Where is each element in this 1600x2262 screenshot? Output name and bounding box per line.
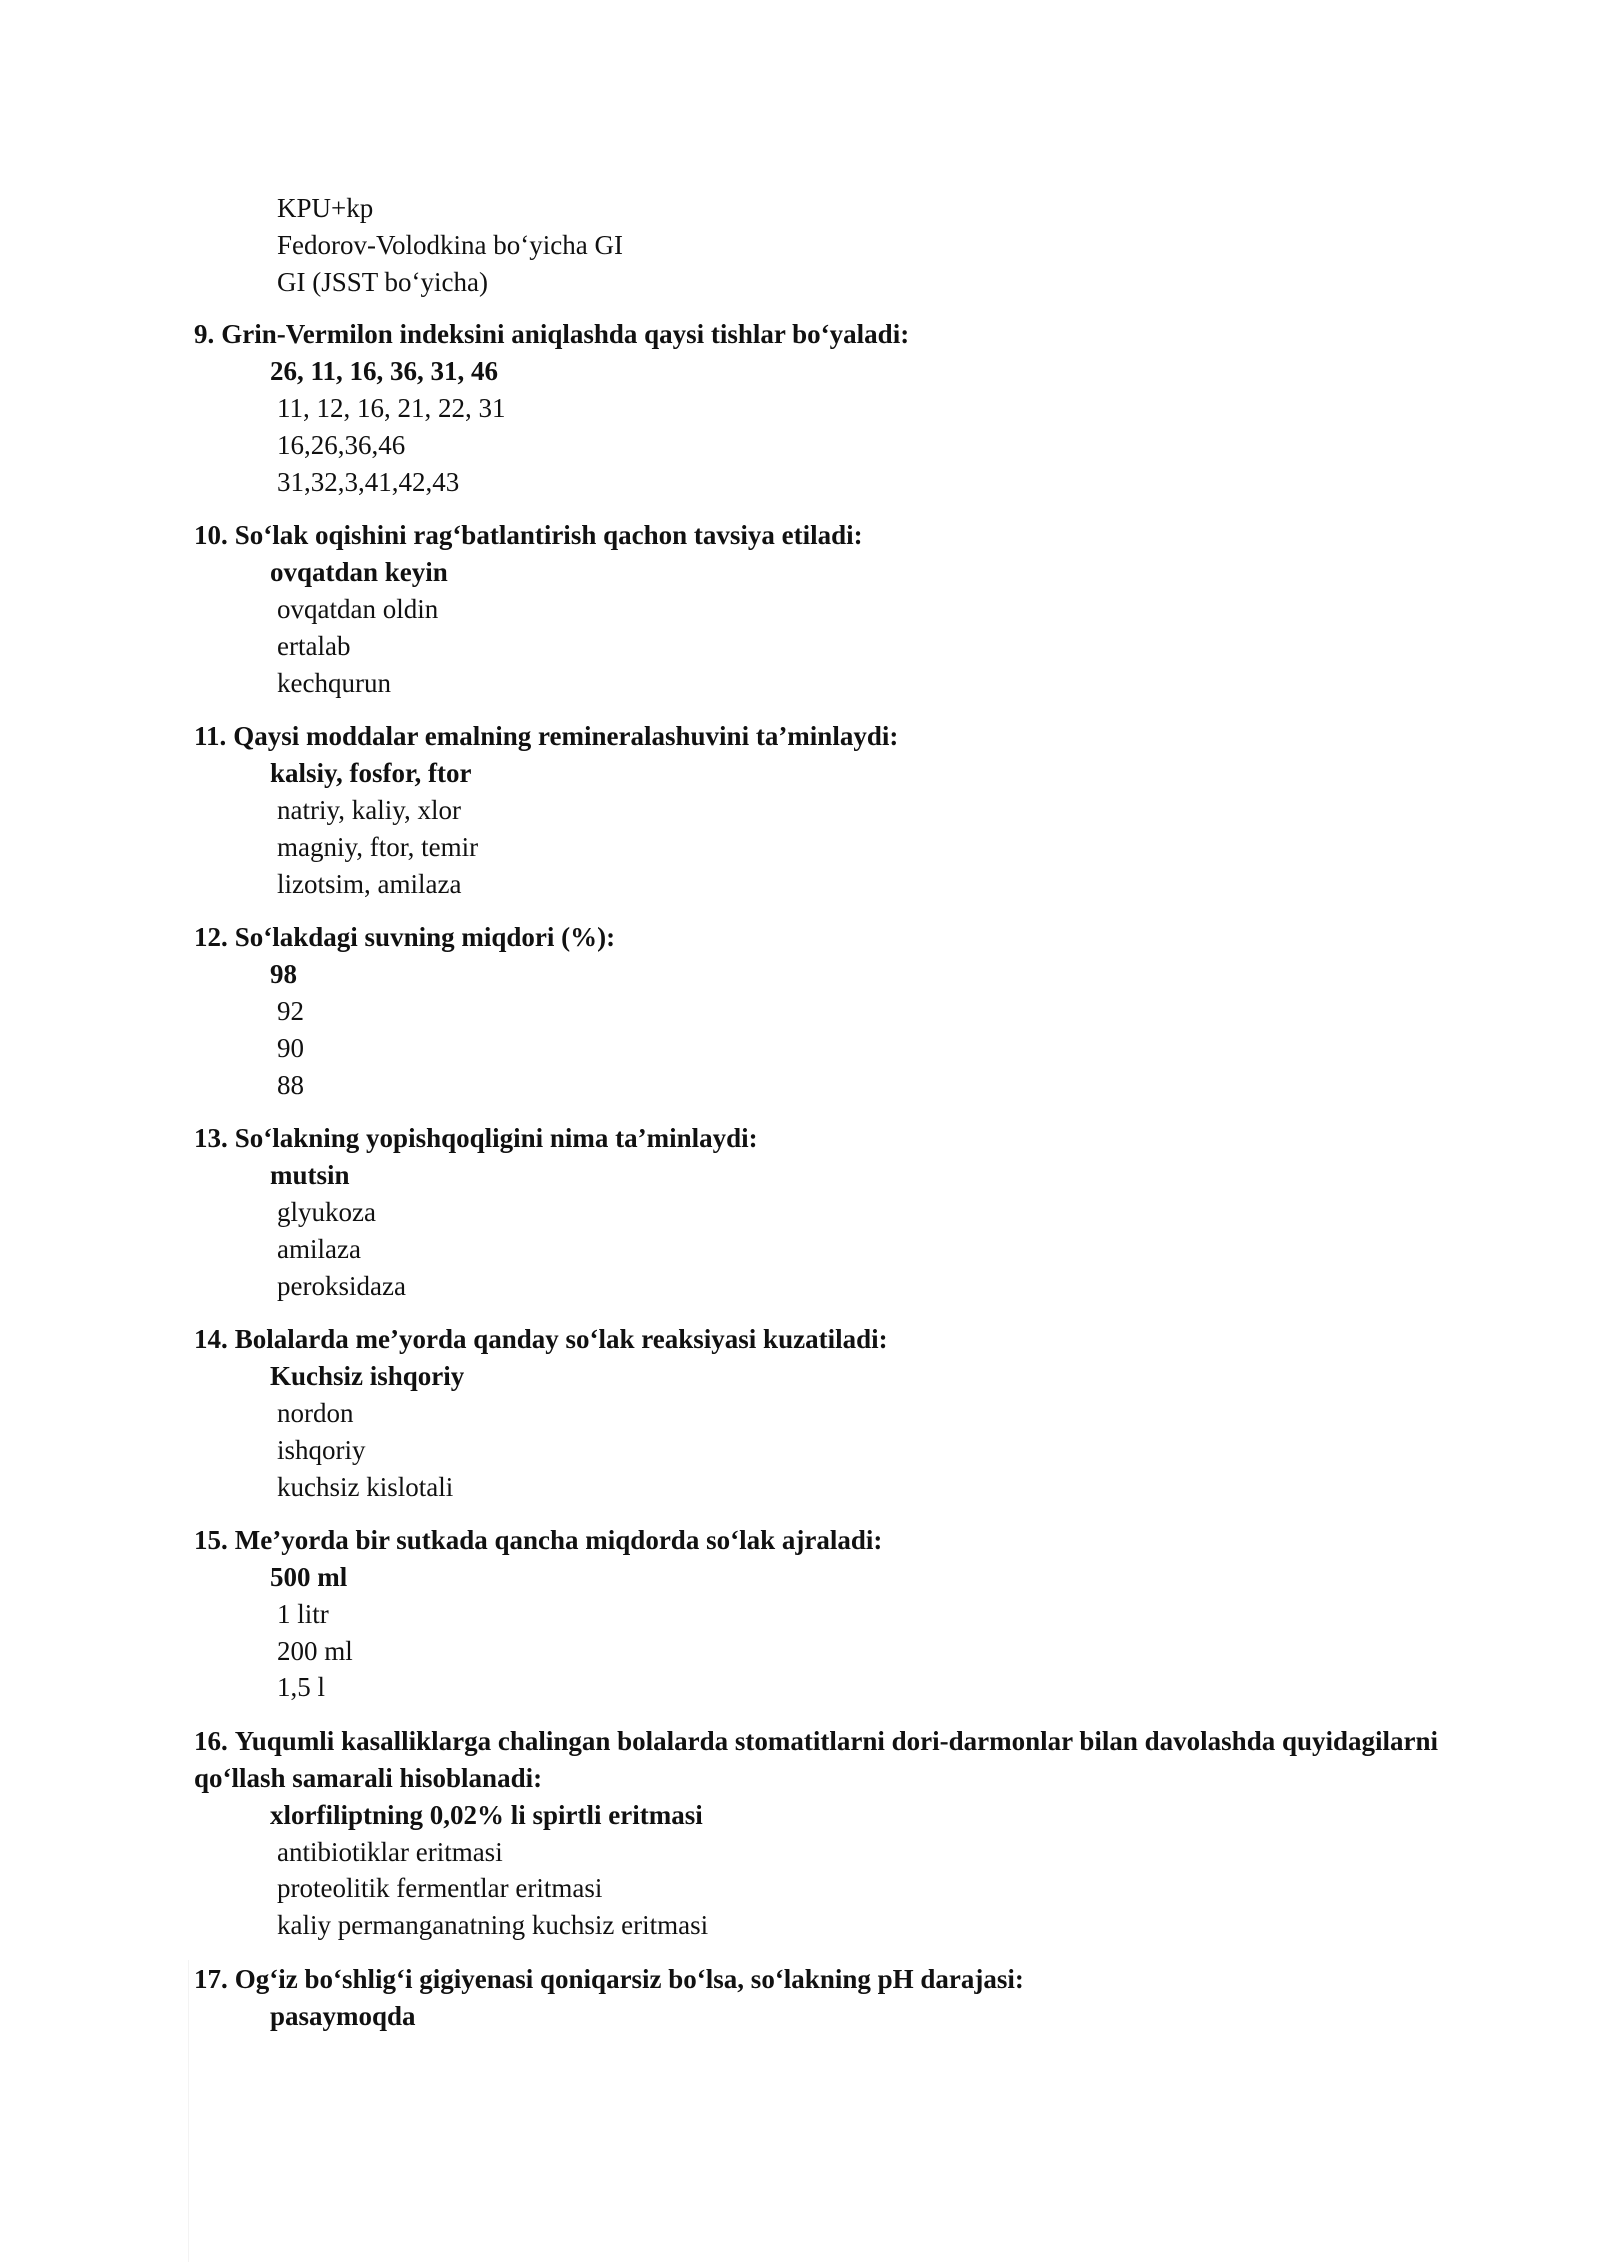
question-text xyxy=(194,1321,1444,1358)
correct-answer: kalsiy, fosfor, ftor xyxy=(270,758,472,789)
document-content xyxy=(194,190,1444,2052)
question-text xyxy=(194,718,1444,755)
option-text: peroksidaza xyxy=(277,1270,406,1301)
question-prompt: Yuqumli kasalliklarga chalingan bolalarda stomatitlarni dori-darmonlar bilan davolashda quyidagilarni qo‘llash samarali hisoblanadi: xyxy=(194,1726,1439,1794)
question-text xyxy=(194,316,1444,353)
question-number: 9. xyxy=(194,319,215,350)
page-edge-divider xyxy=(188,1960,189,2262)
option-text: glyukoza xyxy=(277,1196,376,1227)
option-text: amilaza xyxy=(277,1233,361,1264)
question-text xyxy=(194,1961,1444,1998)
question-10 xyxy=(194,517,1444,701)
option-text: kaliy permanganatning kuchsiz eritmasi xyxy=(277,1910,709,1941)
question-prompt: So‘lak oqishini rag‘batlantirish qachon tavsiya etiladi: xyxy=(234,520,863,551)
option-text: kechqurun xyxy=(277,667,391,698)
correct-answer: ovqatdan keyin xyxy=(270,557,448,588)
option-text: 1 litr xyxy=(277,1598,329,1629)
correct-answer: 26, 11, 16, 36, 31, 46 xyxy=(270,356,499,387)
question-13 xyxy=(194,1120,1444,1304)
question-prompt: So‘lakning yopishqoqligini nima ta’minlaydi: xyxy=(234,1123,758,1154)
question-prompt: Og‘iz bo‘shlig‘i gigiyenasi qoniqarsiz bo‘lsa, so‘lakning pH darajasi: xyxy=(234,1964,1024,1995)
question-12 xyxy=(194,919,1444,1103)
question-number: 11. xyxy=(194,721,227,752)
option-text: ovqatdan oldin xyxy=(277,593,439,624)
question-prompt: So‘lakdagi suvning miqdori (%): xyxy=(234,922,616,953)
option-text: 1,5 l xyxy=(277,1672,326,1703)
correct-answer: mutsin xyxy=(270,1160,350,1191)
question-number: 16. xyxy=(194,1726,228,1757)
question-9 xyxy=(194,316,1444,500)
question-text xyxy=(194,1522,1444,1559)
option-text: GI (JSST bo‘yicha) xyxy=(277,266,488,297)
question-number: 17. xyxy=(194,1964,228,1995)
question-text xyxy=(194,1120,1444,1157)
question-15 xyxy=(194,1522,1444,1706)
question-number: 10. xyxy=(194,520,228,551)
correct-answer: 500 ml xyxy=(270,1562,348,1593)
option-text: KPU+kp xyxy=(277,193,374,223)
question-number: 15. xyxy=(194,1525,228,1556)
option-text: 200 ml xyxy=(277,1635,353,1666)
option-text: 11, 12, 16, 21, 22, 31 xyxy=(277,392,506,423)
question-prompt: Grin-Vermilon indeksini aniqlashda qaysi tishlar bo‘yaladi: xyxy=(221,319,910,350)
option-text: lizotsim, amilaza xyxy=(277,868,462,899)
question-prompt: Bolalarda me’yorda qanday so‘lak reaksiyasi kuzatiladi: xyxy=(234,1324,888,1355)
option-text: 92 xyxy=(277,995,304,1026)
option-text: natriy, kaliy, xlor xyxy=(277,794,461,825)
correct-answer: Kuchsiz ishqoriy xyxy=(270,1361,465,1392)
option-text: 31,32,3,41,42,43 xyxy=(277,466,460,497)
option-text: 16,26,36,46 xyxy=(277,429,406,460)
option-text: 90 xyxy=(277,1032,304,1063)
option-text: ishqoriy xyxy=(277,1434,366,1465)
question-text xyxy=(194,919,1444,956)
option-text: antibiotiklar eritmasi xyxy=(277,1836,503,1867)
question-text xyxy=(194,517,1444,554)
option-text: proteolitik fermentlar eritmasi xyxy=(277,1873,603,1904)
correct-answer: pasaymoqda xyxy=(270,2000,416,2031)
option-text: 88 xyxy=(277,1069,304,1100)
option-text: kuchsiz kislotali xyxy=(277,1471,454,1502)
question-prompt: Qaysi moddalar emalning remineralashuvini ta’minlaydi: xyxy=(233,721,899,752)
question-14 xyxy=(194,1321,1444,1505)
correct-answer: 98 xyxy=(270,959,297,990)
question-16 xyxy=(194,1723,1444,1944)
option-text: Fedorov-Volodkina bo‘yicha GI xyxy=(277,229,623,260)
question-prompt: Me’yorda bir sutkada qancha miqdorda so‘lak ajraladi: xyxy=(234,1525,883,1556)
question-number: 12. xyxy=(194,922,228,953)
question-text xyxy=(194,1723,1444,1797)
correct-answer: xlorfiliptning 0,02% li spirtli eritmasi xyxy=(270,1799,703,1830)
question-number: 13. xyxy=(194,1123,228,1154)
question-17 xyxy=(194,1961,1444,2035)
option-text: ertalab xyxy=(277,630,351,661)
option-text: magniy, ftor, temir xyxy=(277,831,479,862)
question-number: 14. xyxy=(194,1324,228,1355)
question-11 xyxy=(194,718,1444,902)
continued-options xyxy=(194,190,1444,300)
option-text: nordon xyxy=(277,1397,354,1428)
